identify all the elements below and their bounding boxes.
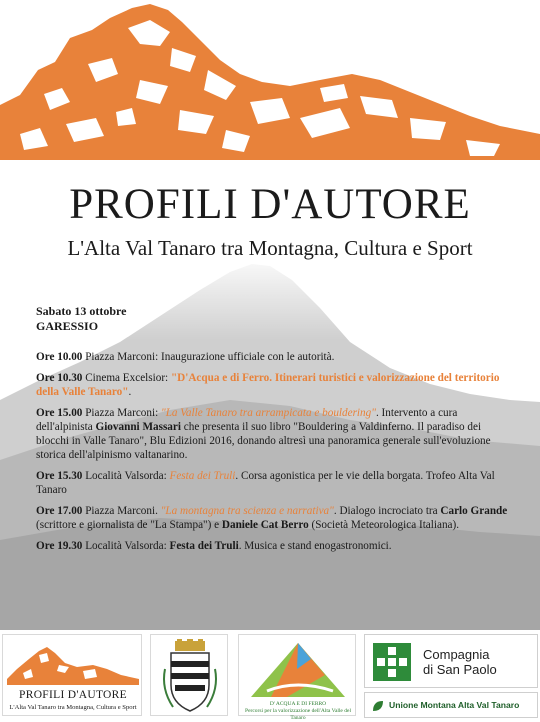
program-section — [36, 304, 514, 560]
sponsor-logos-right — [364, 634, 538, 716]
garessio-coat-of-arms — [150, 634, 228, 716]
logo-title: PROFILI D'AUTORE — [19, 689, 127, 701]
unione-montana-name: Unione Montana Alta Val Tanaro — [389, 700, 520, 710]
schedule-text: . Dialogo incrociato tra — [333, 505, 441, 517]
speaker-name: Giovanni Massari — [95, 421, 181, 433]
sponsor-name-line1: Compagnia — [423, 647, 490, 662]
sponsor-name-line2: di San Paolo — [423, 662, 497, 677]
schedule-location: Località Valsorda: — [82, 540, 170, 552]
schedule-item — [36, 406, 514, 462]
schedule-text: . Intervento a cura dell'alpinista — [36, 407, 458, 433]
schedule-highlight: Festa dei Truli — [169, 470, 236, 482]
schedule-item — [36, 539, 514, 553]
event-title: PROFILI D'AUTORE — [69, 181, 471, 228]
sponsor-logos — [0, 630, 540, 720]
schedule-item — [36, 469, 514, 497]
schedule-highlight: "La montagna tra scienza e narrativa" — [160, 505, 334, 517]
schedule-time: Ore 15.30 — [36, 470, 83, 482]
schedule-text: che presenta il suo libro "Bouldering a Valdinferno. Il paradiso dei blocchi in Valle Tanaro", Blu Edizioni 2016, donando altresì una panoramica generale sull'evoluzione storica dell'alpinismo valtanarino. — [36, 421, 491, 461]
dacqua-e-di-ferro-logo — [238, 634, 356, 721]
schedule-time: Ore 17.00 — [36, 505, 83, 517]
schedule-time: Ore 10.00 — [36, 351, 83, 363]
triangle-mountain-icon — [247, 639, 349, 699]
logo-subtitle: L'Alta Val Tanaro tra Montagna, Cultura e Sport — [9, 704, 137, 711]
schedule-highlight: Festa dei Truli — [169, 540, 239, 552]
event-subtitle: L'Alta Val Tanaro tra Montagna, Cultura e Sport — [67, 236, 473, 260]
event-town: GARESSIO — [36, 319, 99, 333]
san-paolo-grid-icon — [373, 643, 411, 681]
schedule-time: Ore 10.30 — [36, 372, 83, 384]
sponsor-name — [423, 647, 535, 677]
compagnia-di-san-paolo-logo — [364, 634, 538, 688]
mountain-header-illustration — [0, 0, 540, 170]
speaker-name: Carlo Grande — [440, 505, 508, 517]
schedule-location: Piazza Marconi: — [82, 407, 161, 419]
schedule-item — [36, 504, 514, 532]
schedule-text: Piazza Marconi: Inaugurazione ufficiale con le autorità. — [82, 351, 335, 363]
event-date: Sabato 13 ottobre — [36, 304, 127, 318]
mini-mountain-icon — [3, 639, 143, 687]
schedule-highlight: "La Valle Tanaro tra arrampicata e bouldering" — [161, 407, 376, 419]
schedule-location: Località Valsorda: — [82, 470, 170, 482]
schedule-text: (Società Meteorologica Italiana). — [308, 519, 460, 531]
schedule-text: . Musica e stand enogastronomici. — [238, 540, 392, 552]
leaf-icon — [371, 699, 385, 713]
logo-caption — [239, 701, 357, 722]
profili-dautore-logo — [2, 634, 142, 716]
unione-montana-logo — [364, 692, 538, 718]
speaker-name: Daniele Cat Berro — [221, 519, 309, 531]
schedule-location: Cinema Excelsior: — [82, 372, 171, 384]
schedule-highlight: "D'Acqua e di Ferro. Itinerari turistici e valorizzazione del territorio della Valle Tanaro" — [36, 372, 500, 398]
schedule-time: Ore 15.00 — [36, 407, 83, 419]
schedule-text: . — [128, 386, 132, 398]
coat-of-arms-icon — [161, 639, 219, 713]
schedule-text: (scrittore e giornalista de "La Stampa") e — [36, 519, 222, 531]
schedule-location: Piazza Marconi. — [82, 505, 161, 517]
logo-caption-subtitle: Percorsi per la valorizzazione dell'Alta Valle del Tanaro — [245, 708, 351, 721]
schedule-item — [36, 371, 514, 399]
schedule-time: Ore 19.30 — [36, 540, 83, 552]
logo-caption-title: D' ACQUA E DI FERRO — [269, 701, 327, 707]
schedule-text: . Corsa agonistica per le vie della borgata. Trofeo Alta Val Tanaro — [36, 470, 495, 496]
schedule-item — [36, 350, 514, 364]
